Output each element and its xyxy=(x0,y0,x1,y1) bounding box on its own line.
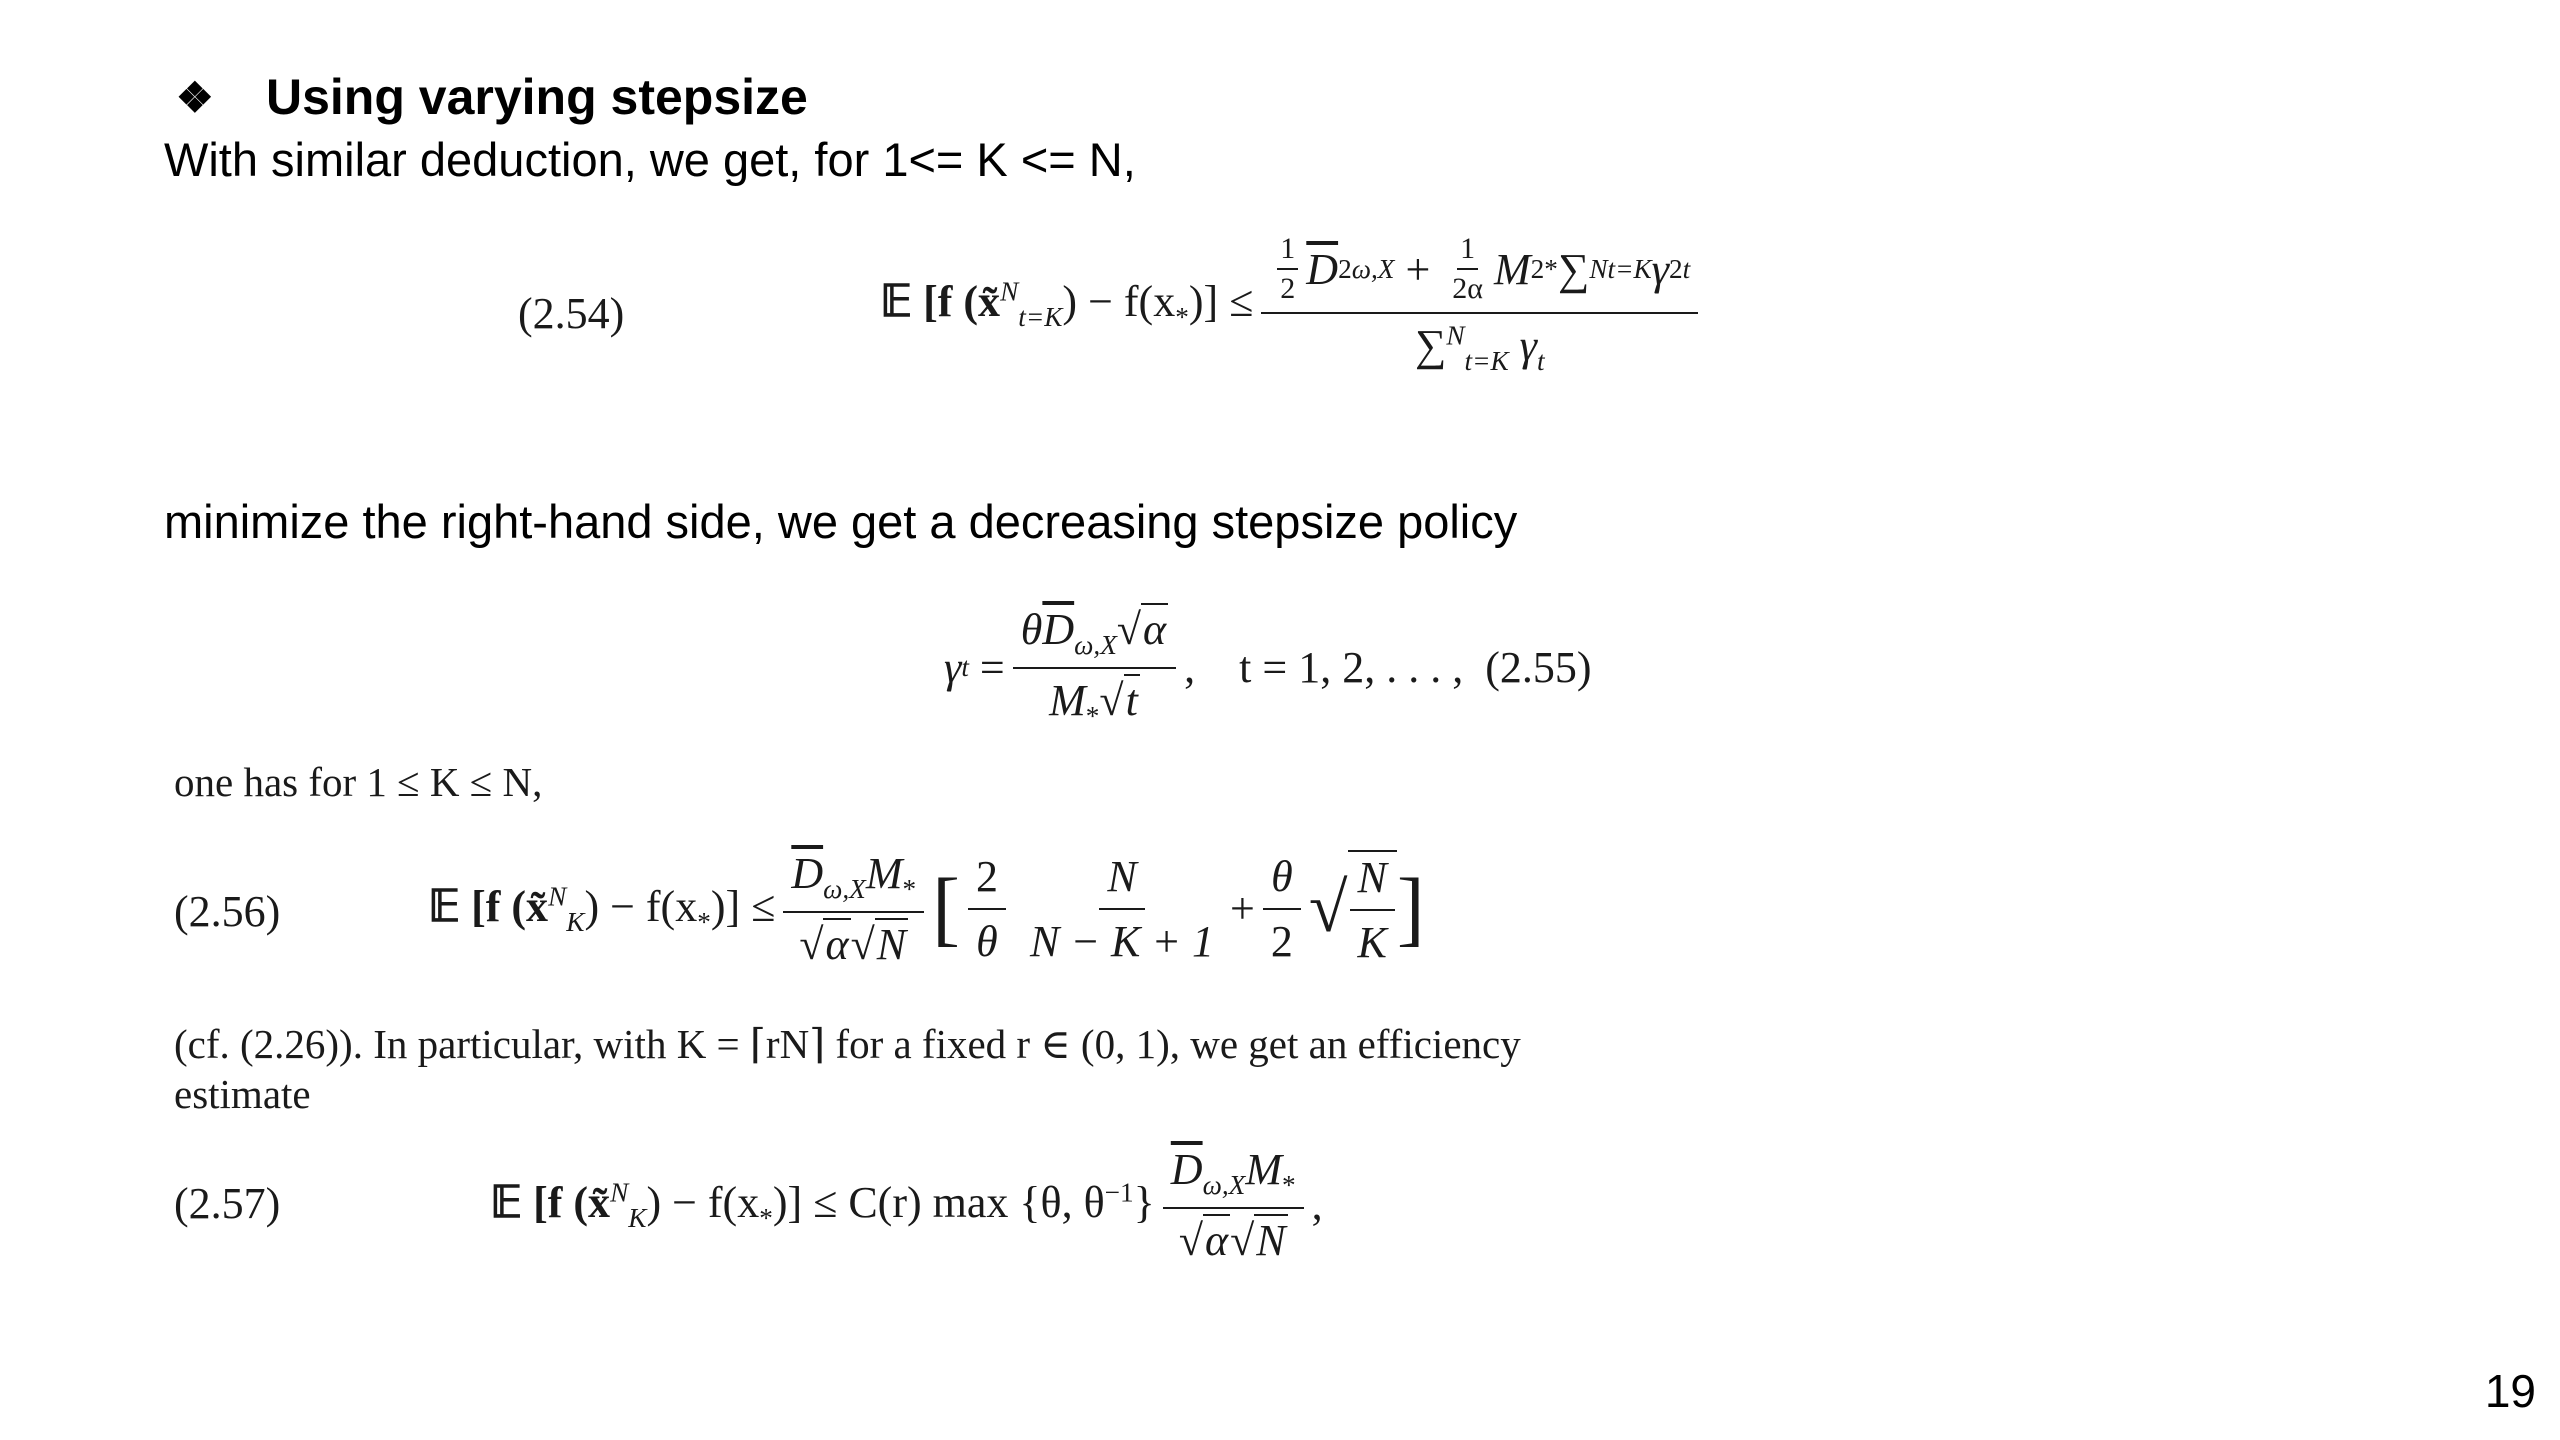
eq-2-56-fraction-1: $\frac{\overline{D}_{\omega,X}M_*}{√\alpha√N}$ xyxy=(783,848,924,970)
intro-text: With similar deduction, we get, for 1<= K <= N, xyxy=(164,133,1136,186)
eq-2-55-label: (2.55) xyxy=(1485,643,1592,693)
section-heading xyxy=(176,68,808,126)
minimize-text: minimize the right-hand side, we get a decreasing stepsize policy xyxy=(164,495,1518,548)
eq-2-54-numerator: $\frac{1}{2}$ $\overline{D}$ 2 ω,X + $\frac{1}{2\alpha}$ M 2 * ∑ N t=K γ 2 t xyxy=(1261,232,1698,314)
eq-2-54-fraction xyxy=(1261,232,1698,377)
diamond-bullet-icon: ❖ xyxy=(176,73,214,121)
eq-2-57-label: (2.57) xyxy=(174,1179,281,1228)
eq-2-56-lhs: 𝔼 [f (x̃$^N_K$) − $f(x_*)$] ≤ xyxy=(428,880,776,937)
eq-2-56-fraction-2: $\frac{2}{\theta}$ xyxy=(968,851,1006,967)
eq-2-57-fraction: $\frac{\overline{D}_{\omega,X}M_*}{√\alpha√N}$ xyxy=(1163,1144,1304,1266)
eq-2-54-lhs: 𝔼 [f (x̃$^N_{t=K}$) − $f(x_*)$] ≤ xyxy=(880,276,1254,332)
eq-2-56-fraction-4: $\frac{\theta}{2}$ xyxy=(1263,851,1301,967)
eq-2-57-lhs: 𝔼 [f (x̃$^N_K$) − $f(x_*)] \le C(r)$ max {θ, $\theta^{-1}$} xyxy=(490,1176,1155,1233)
equation-2-55: γ t = $\frac{\theta\overline{D}_{\omega,X}√\alpha}{M_*√t}$ , t = 1, 2, . . . , (2.55) xyxy=(944,605,1592,731)
cf-text-line-2: estimate xyxy=(174,1071,311,1117)
page-number: 19 xyxy=(2484,1365,2536,1417)
eq-2-56-fraction-3: $\frac{N}{N - K + 1}$ xyxy=(1029,851,1215,966)
equation-2-57: 𝔼 [f (x̃$^N_K$) − $f(x_*)] \le C(r)$ max {θ, $\theta^{-1}$} $\frac{\overline{D}_{\omega,X}M_*}{√\alpha√N}$ , xyxy=(490,1145,1323,1265)
cf-text-line-1: (cf. (2.26)). In particular, with K = ⌈rN⌉ for a fixed r ∈ (0, 1), we get an efficiency xyxy=(174,1021,1521,1067)
equation-2-56: 𝔼 [f (x̃$^N_K$) − $f(x_*)$] ≤ $\frac{\overline{D}_{\omega,X}M_*}{√\alpha√N}$ [ $\frac{2}{\theta}$ $\frac{N}{N - K + 1}$ + $\frac{\theta}{2}$ √ $\frac{N}{K}$ ] xyxy=(428,849,1425,969)
eq-2-56-label: (2.56) xyxy=(174,887,281,936)
eq-2-54-denominator: ∑$^N_{t=K}$ $\gamma_t$ xyxy=(1414,320,1545,376)
section-title: Using varying stepsize xyxy=(266,69,808,125)
eq-2-55-fraction: $\frac{\theta\overline{D}_{\omega,X}√\alpha}{M_*√t}$ xyxy=(1013,604,1176,732)
eq-2-54-label: (2.54) xyxy=(518,289,625,338)
equation-2-54 xyxy=(880,232,1706,377)
one-has-text: one has for 1 ≤ K ≤ N, xyxy=(174,759,543,805)
